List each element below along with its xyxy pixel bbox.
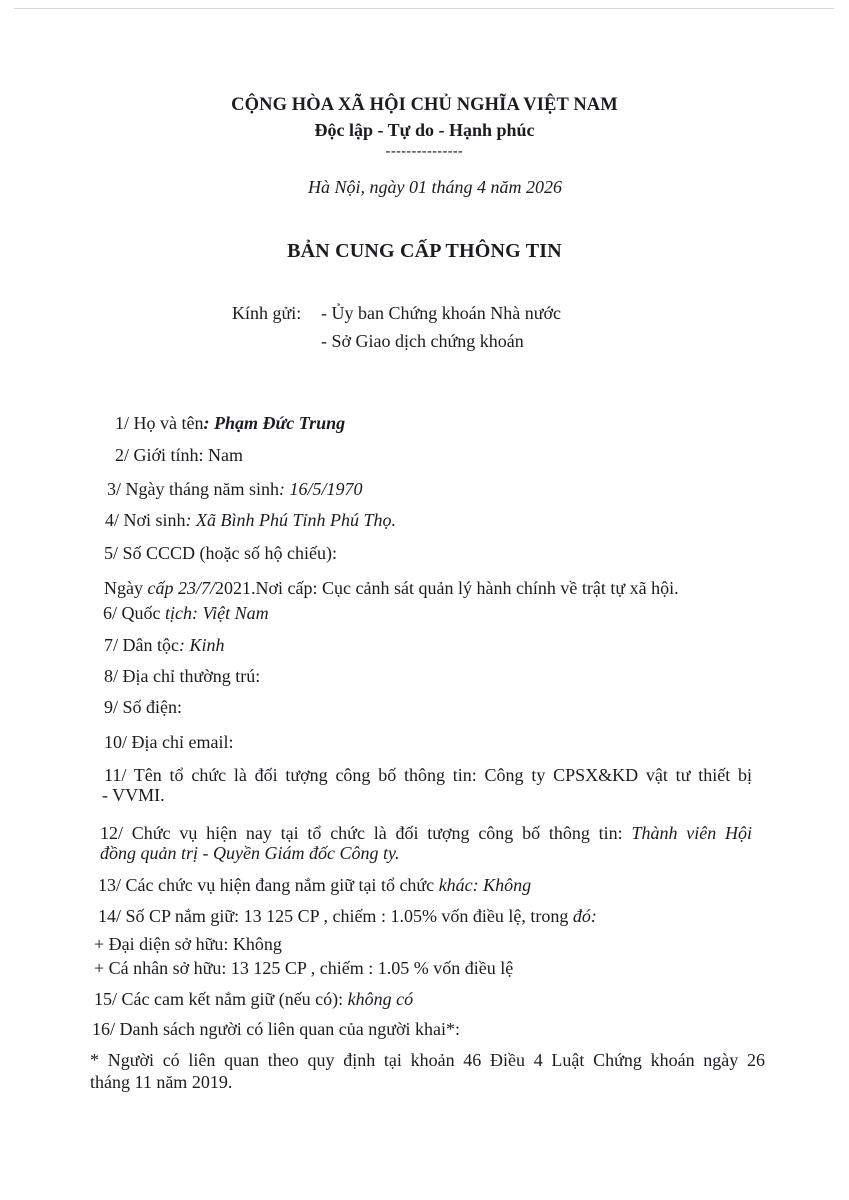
- field-position-line1: 12/ Chức vụ hiện nay tại tổ chức là đối tượng công bố thông tin: Thành viên Hội: [100, 823, 752, 843]
- country-name: CỘNG HÒA XÃ HỘI CHỦ NGHĨA VIỆT NAM: [231, 95, 618, 115]
- field-birth-date: 3/ Ngày tháng năm sinh: 16/5/1970: [107, 479, 363, 499]
- field-permanent-address: 8/ Địa chỉ thường trú:: [104, 666, 261, 686]
- field-ethnicity: 7/ Dân tộc: Kinh: [104, 635, 225, 655]
- field-shares-held: 14/ Số CP nắm giữ: 13 125 CP , chiếm : 1.05% vốn điều lệ, trong đó:: [98, 906, 597, 926]
- recipient-ssc: - Ủy ban Chứng khoán Nhà nước: [321, 303, 561, 323]
- header-separator: ---------------: [385, 144, 464, 159]
- motto: Độc lập - Tự do - Hạnh phúc: [314, 120, 535, 140]
- field-shares-individual: + Cá nhân sở hữu: 13 125 CP , chiếm : 1.05 % vốn điều lệ: [94, 958, 514, 978]
- field-gender: 2/ Giới tính: Nam: [115, 445, 244, 465]
- place-date: Hà Nội, ngày 01 tháng 4 năm 2026: [308, 177, 562, 197]
- document-title: BẢN CUNG CẤP THÔNG TIN: [287, 240, 562, 262]
- field-shares-representative: + Đại diện sở hữu: Không: [94, 934, 282, 954]
- field-position-line2: đồng quản trị - Quyền Giám đốc Công ty.: [100, 843, 400, 863]
- field-organization-line2: - VVMI.: [102, 785, 165, 805]
- field-holding-commitment: 15/ Các cam kết nắm giữ (nếu có): không có: [94, 989, 414, 1009]
- field-organization-line1: 11/ Tên tổ chức là đối tượng công bố thông tin: Công ty CPSX&KD vật tư thiết bị: [104, 765, 752, 785]
- scan-edge-line: [14, 8, 834, 9]
- field-birth-place: 4/ Nơi sinh: Xã Bình Phú Tỉnh Phú Thọ.: [105, 510, 397, 530]
- field-phone: 9/ Số điện:: [104, 697, 183, 717]
- field-other-positions: 13/ Các chức vụ hiện đang nắm giữ tại tổ chức khác: Không: [98, 875, 532, 895]
- field-related-persons: 16/ Danh sách người có liên quan của người khai*:: [92, 1019, 460, 1039]
- field-full-name: 1/ Họ và tên: Phạm Đức Trung: [115, 413, 346, 433]
- footnote-line2: tháng 11 năm 2019.: [90, 1072, 233, 1092]
- recipient-exchange: - Sở Giao dịch chứng khoán: [321, 331, 524, 351]
- field-nationality: 6/ Quốc tịch: Việt Nam: [103, 603, 269, 623]
- field-id-number: 5/ Số CCCD (hoặc số hộ chiếu):: [104, 543, 337, 563]
- recipients-label: Kính gửi:: [232, 303, 302, 323]
- footnote-line1: * Người có liên quan theo quy định tại khoản 46 Điều 4 Luật Chứng khoán ngày 26: [90, 1050, 765, 1070]
- field-id-issue: Ngày cấp 23/7/2021.Nơi cấp: Cục cảnh sát quản lý hành chính về trật tự xã hội.: [104, 578, 679, 598]
- field-email: 10/ Địa chỉ email:: [104, 732, 234, 752]
